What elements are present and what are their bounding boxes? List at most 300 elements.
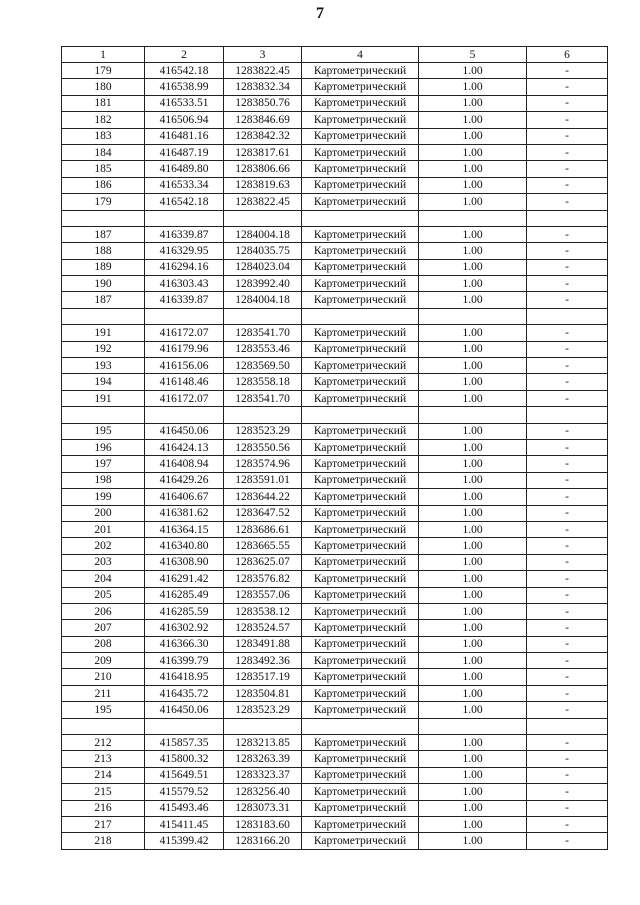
- table-separator-row: [62, 210, 608, 226]
- table-row: [62, 292, 608, 308]
- table-cell: 1.00: [419, 735, 527, 751]
- table-cell: Картометрический: [302, 603, 419, 619]
- table-cell: -: [527, 636, 608, 652]
- table-row: [62, 636, 608, 652]
- table-row: [62, 95, 608, 111]
- table-cell: 416538.99: [145, 79, 224, 95]
- table-cell-empty: [302, 407, 419, 423]
- table-separator-row: [62, 308, 608, 324]
- table-cell: Картометрический: [302, 423, 419, 439]
- table-cell: 1283647.52: [224, 505, 302, 521]
- table-cell: 182: [62, 112, 145, 128]
- table-cell: -: [527, 620, 608, 636]
- table-cell: Картометрический: [302, 767, 419, 783]
- table-cell: -: [527, 800, 608, 816]
- table-cell: 416450.06: [145, 423, 224, 439]
- table-cell: 198: [62, 472, 145, 488]
- table-cell: 416542.18: [145, 63, 224, 79]
- table-cell: Картометрический: [302, 784, 419, 800]
- table-cell: Картометрический: [302, 587, 419, 603]
- table-cell: 1283850.76: [224, 95, 302, 111]
- table-cell: Картометрический: [302, 489, 419, 505]
- table-cell: 415579.52: [145, 784, 224, 800]
- table-row: [62, 472, 608, 488]
- table-cell: 1283557.06: [224, 587, 302, 603]
- table-cell: Картометрический: [302, 800, 419, 816]
- table-row: [62, 521, 608, 537]
- table-body: [62, 63, 608, 850]
- table-cell: 1283504.81: [224, 685, 302, 701]
- table-row: [62, 784, 608, 800]
- table-cell: Картометрический: [302, 505, 419, 521]
- table-cell: -: [527, 653, 608, 669]
- table-cell: 206: [62, 603, 145, 619]
- table-cell: Картометрический: [302, 79, 419, 95]
- table-cell: 203: [62, 554, 145, 570]
- table-cell: 1283576.82: [224, 571, 302, 587]
- table-cell: 416533.51: [145, 95, 224, 111]
- table-cell: Картометрический: [302, 669, 419, 685]
- page-number: 7: [316, 5, 324, 22]
- table-cell: 416285.49: [145, 587, 224, 603]
- table-row: [62, 538, 608, 554]
- table-cell: Картометрический: [302, 194, 419, 210]
- table-cell: 1283538.12: [224, 603, 302, 619]
- table-cell: Картометрический: [302, 259, 419, 275]
- table-cell: 1.00: [419, 472, 527, 488]
- table-cell: 416302.92: [145, 620, 224, 636]
- table-cell: 1284023.04: [224, 259, 302, 275]
- table-cell: -: [527, 112, 608, 128]
- table-cell: Картометрический: [302, 472, 419, 488]
- table-cell: Картометрический: [302, 243, 419, 259]
- table-cell: -: [527, 702, 608, 718]
- table-cell: -: [527, 341, 608, 357]
- table-cell-empty: [419, 718, 527, 734]
- table-cell: 1.00: [419, 292, 527, 308]
- table-cell: Картометрический: [302, 341, 419, 357]
- table-cell: Картометрический: [302, 653, 419, 669]
- table-cell: -: [527, 554, 608, 570]
- table-cell: 1283263.39: [224, 751, 302, 767]
- table-cell: 1.00: [419, 669, 527, 685]
- table-cell: 416308.90: [145, 554, 224, 570]
- table-cell: Картометрический: [302, 702, 419, 718]
- table-cell: -: [527, 472, 608, 488]
- table-row: [62, 226, 608, 242]
- table-row: [62, 653, 608, 669]
- table-cell: 1.00: [419, 423, 527, 439]
- table-row: [62, 79, 608, 95]
- table-cell: 1.00: [419, 554, 527, 570]
- table-cell: 180: [62, 79, 145, 95]
- table-cell: Картометрический: [302, 833, 419, 849]
- table-row: [62, 112, 608, 128]
- table-cell: 416533.34: [145, 177, 224, 193]
- table-cell: 416294.16: [145, 259, 224, 275]
- table-cell: Картометрический: [302, 521, 419, 537]
- table-cell: 1283541.70: [224, 325, 302, 341]
- table-cell-empty: [62, 308, 145, 324]
- table-row: [62, 341, 608, 357]
- table-cell: -: [527, 735, 608, 751]
- table-cell: 1283183.60: [224, 816, 302, 832]
- table-cell: 416172.07: [145, 325, 224, 341]
- table-cell: 1283524.57: [224, 620, 302, 636]
- table-cell: 1283256.40: [224, 784, 302, 800]
- table-cell: Картометрический: [302, 112, 419, 128]
- table-cell: -: [527, 505, 608, 521]
- table-cell: 197: [62, 456, 145, 472]
- table-cell: -: [527, 144, 608, 160]
- table-cell: 1283817.61: [224, 144, 302, 160]
- table-cell: -: [527, 751, 608, 767]
- table-cell: 416399.79: [145, 653, 224, 669]
- table-cell: Картометрический: [302, 456, 419, 472]
- table-cell: Картометрический: [302, 685, 419, 701]
- table-cell: 416542.18: [145, 194, 224, 210]
- table-cell: 188: [62, 243, 145, 259]
- table-cell: -: [527, 685, 608, 701]
- table-cell: 416156.06: [145, 358, 224, 374]
- table-cell-empty: [302, 210, 419, 226]
- table-row: [62, 833, 608, 849]
- table-cell: 1.00: [419, 390, 527, 406]
- table-cell: 1.00: [419, 226, 527, 242]
- table-cell: 416424.13: [145, 439, 224, 455]
- table-cell: 187: [62, 226, 145, 242]
- table-cell: -: [527, 374, 608, 390]
- table-row: [62, 63, 608, 79]
- table-cell: 1283574.96: [224, 456, 302, 472]
- table-cell-empty: [224, 210, 302, 226]
- table-cell: 1283541.70: [224, 390, 302, 406]
- table-cell: 1.00: [419, 784, 527, 800]
- table-cell: 416481.16: [145, 128, 224, 144]
- table-cell: 416329.95: [145, 243, 224, 259]
- table-cell: 1.00: [419, 259, 527, 275]
- table-row: [62, 423, 608, 439]
- table-row: [62, 571, 608, 587]
- table-cell: Картометрический: [302, 439, 419, 455]
- table-cell-empty: [527, 718, 608, 734]
- table-cell: -: [527, 325, 608, 341]
- table-cell: 181: [62, 95, 145, 111]
- table-cell: 190: [62, 276, 145, 292]
- table-cell-empty: [527, 308, 608, 324]
- table-cell: -: [527, 423, 608, 439]
- table-row: [62, 177, 608, 193]
- table-row: [62, 554, 608, 570]
- table-cell: 191: [62, 325, 145, 341]
- table-cell: Картометрический: [302, 735, 419, 751]
- table-cell: 1284035.75: [224, 243, 302, 259]
- table-cell: 1283492.36: [224, 653, 302, 669]
- table-cell: Картометрический: [302, 276, 419, 292]
- table-cell: -: [527, 767, 608, 783]
- table-row: [62, 243, 608, 259]
- table-cell: 1.00: [419, 112, 527, 128]
- table-cell: 1283644.22: [224, 489, 302, 505]
- table-row: [62, 800, 608, 816]
- column-header: 1: [62, 47, 145, 63]
- table-cell: 1.00: [419, 95, 527, 111]
- table-cell-empty: [145, 407, 224, 423]
- table-cell: 186: [62, 177, 145, 193]
- table-cell: 179: [62, 194, 145, 210]
- table-cell: 416487.19: [145, 144, 224, 160]
- table-cell: 1.00: [419, 521, 527, 537]
- table-cell: Картометрический: [302, 538, 419, 554]
- table-cell: 416303.43: [145, 276, 224, 292]
- table-cell: 1.00: [419, 276, 527, 292]
- table-cell: 416340.80: [145, 538, 224, 554]
- table-cell: -: [527, 784, 608, 800]
- table-cell: 1283323.37: [224, 767, 302, 783]
- table-cell: 416172.07: [145, 390, 224, 406]
- table-cell: -: [527, 259, 608, 275]
- table-cell: Картометрический: [302, 571, 419, 587]
- table-cell: Картометрический: [302, 95, 419, 111]
- table-cell: -: [527, 603, 608, 619]
- table-cell-empty: [302, 308, 419, 324]
- table-row: [62, 767, 608, 783]
- table-cell-empty: [224, 407, 302, 423]
- table-cell: 1283569.50: [224, 358, 302, 374]
- table-row: [62, 276, 608, 292]
- table-cell: -: [527, 226, 608, 242]
- table-cell: 1283822.45: [224, 194, 302, 210]
- table-cell: 1.00: [419, 358, 527, 374]
- table-row: [62, 505, 608, 521]
- table-row: [62, 194, 608, 210]
- table-cell: 1.00: [419, 603, 527, 619]
- table-row: [62, 439, 608, 455]
- table-cell: 1283073.31: [224, 800, 302, 816]
- table-cell: 416339.87: [145, 292, 224, 308]
- table-cell-empty: [145, 718, 224, 734]
- table-cell: 179: [62, 63, 145, 79]
- table-cell: 1283822.45: [224, 63, 302, 79]
- table-cell: Картометрический: [302, 636, 419, 652]
- table-row: [62, 669, 608, 685]
- table-cell: Картометрический: [302, 161, 419, 177]
- table-cell: 416435.72: [145, 685, 224, 701]
- table-cell: 1.00: [419, 538, 527, 554]
- table-cell: 214: [62, 767, 145, 783]
- table-cell: 200: [62, 505, 145, 521]
- table-cell-empty: [145, 308, 224, 324]
- table-cell: 202: [62, 538, 145, 554]
- table-cell: 1.00: [419, 456, 527, 472]
- table-row: [62, 816, 608, 832]
- table-cell: 416489.80: [145, 161, 224, 177]
- table-cell: 1283166.20: [224, 833, 302, 849]
- table-cell-empty: [419, 407, 527, 423]
- table-cell: Картометрический: [302, 620, 419, 636]
- table-cell: 1283591.01: [224, 472, 302, 488]
- table-cell: 196: [62, 439, 145, 455]
- table-cell: -: [527, 79, 608, 95]
- table-cell: Картометрический: [302, 374, 419, 390]
- table-cell: 1.00: [419, 751, 527, 767]
- table-cell: 1283686.61: [224, 521, 302, 537]
- table-cell: 1.00: [419, 243, 527, 259]
- table-cell: 1.00: [419, 505, 527, 521]
- table-cell: 205: [62, 587, 145, 603]
- table-cell: Картометрический: [302, 554, 419, 570]
- table-row: [62, 685, 608, 701]
- table-row: [62, 144, 608, 160]
- table-cell: -: [527, 276, 608, 292]
- table-cell: 416381.62: [145, 505, 224, 521]
- table-row: [62, 702, 608, 718]
- table-cell: 1283550.56: [224, 439, 302, 455]
- table-cell: -: [527, 177, 608, 193]
- table-cell: -: [527, 439, 608, 455]
- table-cell: 415857.35: [145, 735, 224, 751]
- table-cell: 199: [62, 489, 145, 505]
- table-cell: 1.00: [419, 439, 527, 455]
- table-cell: 1.00: [419, 800, 527, 816]
- table-separator-row: [62, 407, 608, 423]
- table-cell-empty: [527, 407, 608, 423]
- table-cell-empty: [62, 718, 145, 734]
- table-cell: -: [527, 456, 608, 472]
- table-cell: 207: [62, 620, 145, 636]
- table-cell: 191: [62, 390, 145, 406]
- table-cell: 1.00: [419, 571, 527, 587]
- table-cell: 1.00: [419, 374, 527, 390]
- table-cell-empty: [224, 308, 302, 324]
- table-cell: 1.00: [419, 653, 527, 669]
- column-header: 2: [145, 47, 224, 63]
- table-cell: 416364.15: [145, 521, 224, 537]
- table-cell: 416450.06: [145, 702, 224, 718]
- table-cell: 194: [62, 374, 145, 390]
- table-cell-empty: [419, 308, 527, 324]
- table-cell-empty: [419, 210, 527, 226]
- table-cell: Картометрический: [302, 358, 419, 374]
- table-cell: Картометрический: [302, 144, 419, 160]
- table-separator-row: [62, 718, 608, 734]
- table-cell: Картометрический: [302, 816, 419, 832]
- table-cell: 1283213.85: [224, 735, 302, 751]
- table-cell-empty: [302, 718, 419, 734]
- table-cell: 216: [62, 800, 145, 816]
- table-cell: -: [527, 63, 608, 79]
- table-cell: 183: [62, 128, 145, 144]
- table-cell: 416179.96: [145, 341, 224, 357]
- table-cell: 416291.42: [145, 571, 224, 587]
- table-row: [62, 128, 608, 144]
- table-row: [62, 358, 608, 374]
- table-cell: 210: [62, 669, 145, 685]
- table-cell: -: [527, 95, 608, 111]
- table-cell: 1.00: [419, 685, 527, 701]
- table-cell: 1283832.34: [224, 79, 302, 95]
- table-cell: 416406.67: [145, 489, 224, 505]
- table-cell: 195: [62, 423, 145, 439]
- table-cell: 1.00: [419, 816, 527, 832]
- table-cell: 185: [62, 161, 145, 177]
- table-cell: Картометрический: [302, 63, 419, 79]
- table-cell: -: [527, 833, 608, 849]
- table-cell: 193: [62, 358, 145, 374]
- table-cell: 187: [62, 292, 145, 308]
- table-cell: 1.00: [419, 702, 527, 718]
- table-cell: Картометрический: [302, 292, 419, 308]
- table-cell: -: [527, 390, 608, 406]
- table-cell: 1284004.18: [224, 226, 302, 242]
- table-cell: -: [527, 521, 608, 537]
- table-cell: 416418.95: [145, 669, 224, 685]
- table-header-row: [62, 47, 608, 63]
- table-cell: 1283558.18: [224, 374, 302, 390]
- table-cell: 1283842.32: [224, 128, 302, 144]
- table-cell: 416366.30: [145, 636, 224, 652]
- table-cell: 1283992.40: [224, 276, 302, 292]
- table-cell: 1283665.55: [224, 538, 302, 554]
- table-cell: 1.00: [419, 161, 527, 177]
- table-row: [62, 325, 608, 341]
- table-cell: -: [527, 669, 608, 685]
- table-cell: 1.00: [419, 587, 527, 603]
- table-cell: 1283625.07: [224, 554, 302, 570]
- table-cell-empty: [62, 407, 145, 423]
- table-row: [62, 620, 608, 636]
- table-cell: 1.00: [419, 325, 527, 341]
- table-cell: 1284004.18: [224, 292, 302, 308]
- table-cell: -: [527, 587, 608, 603]
- table-cell: Картометрический: [302, 128, 419, 144]
- table-cell-empty: [224, 718, 302, 734]
- table-cell: -: [527, 571, 608, 587]
- table-cell: 208: [62, 636, 145, 652]
- table-cell-empty: [527, 210, 608, 226]
- table-row: [62, 489, 608, 505]
- table-cell: 1.00: [419, 63, 527, 79]
- table-cell: 192: [62, 341, 145, 357]
- table-cell-empty: [62, 210, 145, 226]
- table-cell: -: [527, 538, 608, 554]
- table-cell: 416148.46: [145, 374, 224, 390]
- table-cell: 1283523.29: [224, 423, 302, 439]
- table-cell: Картометрический: [302, 226, 419, 242]
- table-cell: 416285.59: [145, 603, 224, 619]
- table-cell: 1283517.19: [224, 669, 302, 685]
- table-cell: 204: [62, 571, 145, 587]
- table-cell: 1283553.46: [224, 341, 302, 357]
- table-cell: Картометрический: [302, 177, 419, 193]
- table-cell: 217: [62, 816, 145, 832]
- table-cell: -: [527, 128, 608, 144]
- table-cell: 213: [62, 751, 145, 767]
- table-cell: 415800.32: [145, 751, 224, 767]
- table-row: [62, 751, 608, 767]
- table-cell: 212: [62, 735, 145, 751]
- table-cell: 1.00: [419, 620, 527, 636]
- table-cell: 1283846.69: [224, 112, 302, 128]
- table-row: [62, 374, 608, 390]
- table-cell: 416408.94: [145, 456, 224, 472]
- table-row: [62, 161, 608, 177]
- table-row: [62, 587, 608, 603]
- table-row: [62, 603, 608, 619]
- table-cell: 1.00: [419, 341, 527, 357]
- table-cell: -: [527, 816, 608, 832]
- table-cell: -: [527, 194, 608, 210]
